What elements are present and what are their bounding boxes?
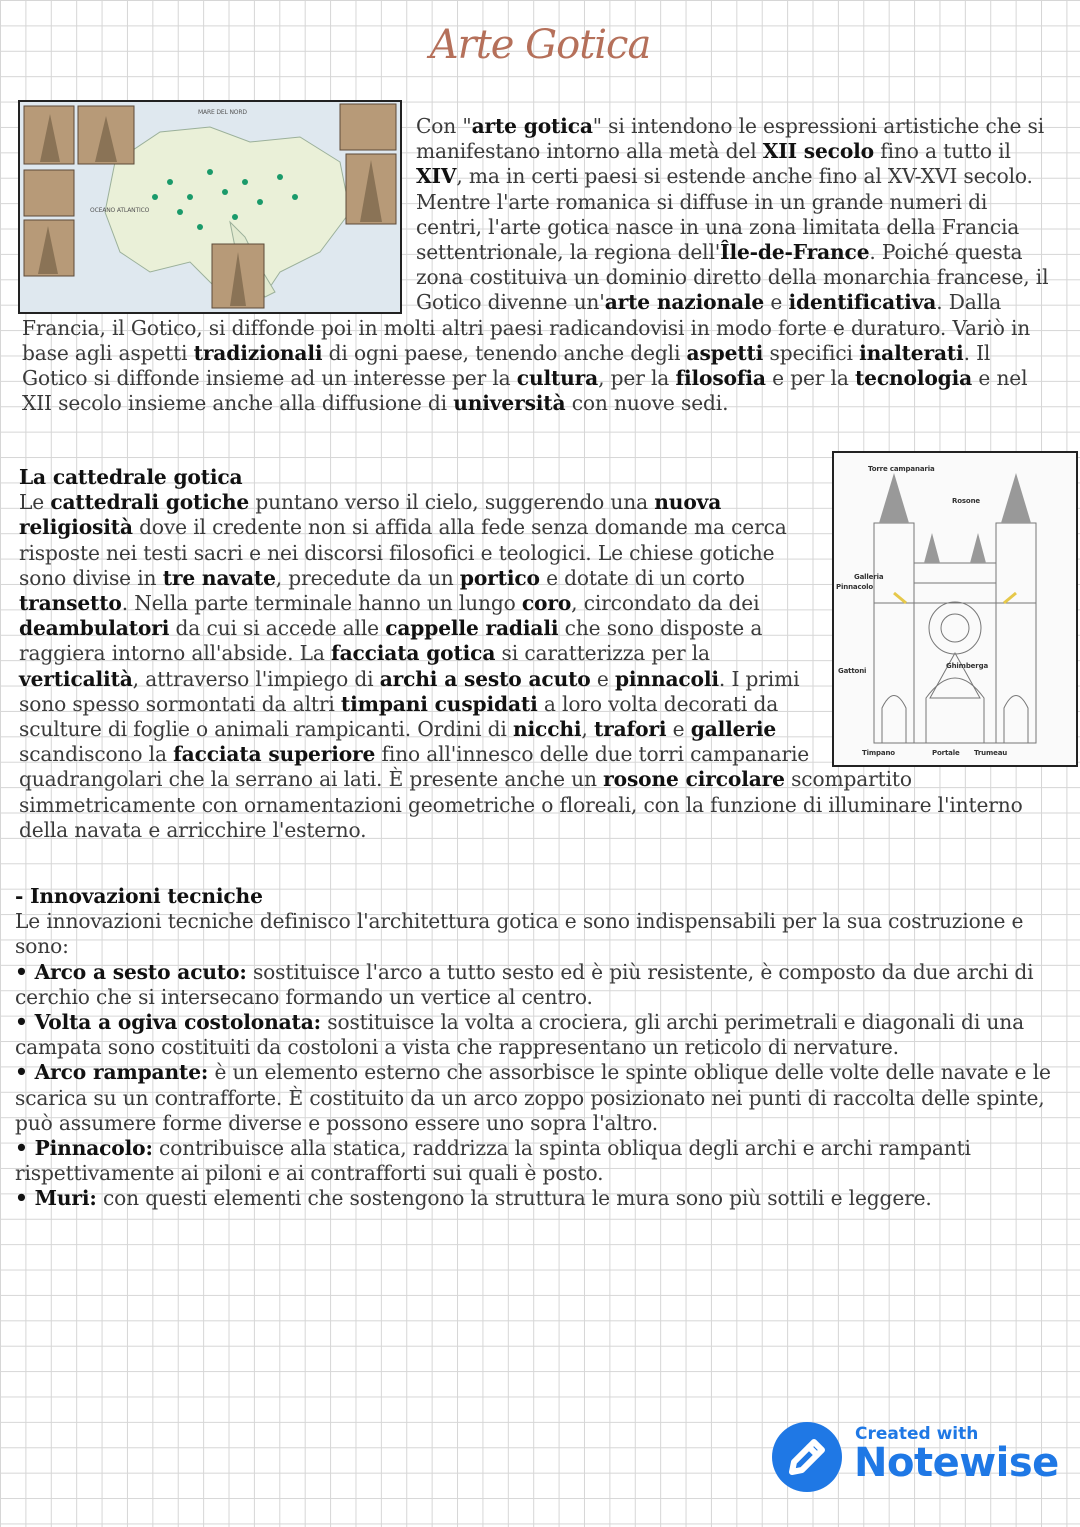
logo-brand-text: Notewise [854,1440,1059,1486]
bold-term: arte nazionale [604,290,765,315]
text-run: . Poiché questa zona costituiva un dominio diretto della monarchia francese, il Gotico divenne un' [416,240,1049,315]
bold-term: XIV [416,164,457,189]
bold-term: rosone circolare [603,767,785,792]
europe-cathedrals-map-image [18,100,402,314]
bold-term: transetto [19,591,122,616]
item-term: • Volta a ogiva costolonata: [15,1010,321,1035]
bold-term: cattedrali gotiche [50,490,250,515]
bold-term: Île-de-France [720,240,870,265]
text-run: , attraverso l'impiego di [132,666,380,691]
bold-term: cappelle radiali [385,616,559,641]
bold-term: facciata superiore [173,742,376,767]
item-text: sostituisce l'arco a tutto sesto ed è più resistente, è composto da due archi di cerchio che si intersecano formando un vertice al centro. [15,959,1034,1009]
facade-illustration [834,453,1076,765]
item-text: è un elemento esterno che assorbisce le spinte oblique delle volte delle navate e le scarica su un contrafforte. È costituito da un arco zoppo posizionato nei punti di raccolta delle spinte, può assumere forme diverse e possono essere uno sopra l'altro. [15,1060,1051,1135]
text-run: a loro volta decorati da sculture di foglie o animali rampicanti. Ordini di [19,691,779,742]
bold-term: verticalità [19,666,133,691]
innovations-section [15,884,1070,1212]
label-pinnacolo: Pinnacolo [836,583,874,591]
label-rosone: Rosone [952,497,981,505]
label-ghimberga: Ghimberga [946,662,989,670]
text-run: di ogni paese, tenendo anche degli [322,340,687,365]
bold-term: inalterati [859,340,964,365]
text-run: scompartito simmetricamente con ornamentazioni geometriche o floreali, con la funzione di illuminare l'interno della navata e arricchire l'esterno. [19,767,1023,842]
bold-term: facciata gotica [331,641,496,666]
bold-term: trafori [593,717,667,742]
bold-term: XII secolo [762,139,874,164]
label-galleria: Galleria [854,573,884,581]
map-label-atlantic: OCEANO ATLANTICO [90,207,150,214]
innovations-list [15,960,1070,1212]
text-run: , per la [598,366,676,391]
text-run: scandiscono la [19,742,174,767]
item-text: sostituisce la volta a crociera, gli archi perimetrali e diagonali di una campata sono costituiti da costoloni a vista che rappresentano un reticolo di nervature. [15,1010,1024,1060]
bold-term: cultura [516,366,599,391]
text-run: . Dalla Francia, il Gotico, si diffonde poi in molti altri paesi radicandovisi in modo forte e duraturo. Variò in base agli aspetti [22,290,1031,365]
text-run: Le [19,490,51,515]
list-item [15,1136,1070,1186]
page-title: Arte Gotica [429,22,651,68]
bold-term: portico [459,565,540,590]
gothic-facade-diagram-image [832,451,1078,767]
label-timpano: Timpano [862,749,895,757]
text-run: Con " [416,114,472,138]
innovations-heading: - Innovazioni tecniche [15,884,263,908]
label-torre-campanaria: Torre campanaria [868,465,935,473]
bold-term: arte gotica [471,114,593,138]
bold-term: timpani cuspidati [340,691,538,716]
bold-term: tre navate [162,565,276,590]
bold-term: gallerie [690,717,777,742]
text-run: e nel XII secolo insieme anche alla diffusione di [22,366,1028,416]
item-term: • Muri: [15,1186,97,1211]
text-run: fino a tutto il [873,139,1011,164]
text-run: dove il credente non si affida alla fede senza domande ma cerca risposte nei testi sacri e nei discorsi filosofici e teologici. Le chiese gotiche sono divise in [19,515,787,590]
pencil-icon [772,1422,842,1492]
text-run: . Nella parte terminale hanno un lungo [121,591,522,616]
bold-term: tecnologia [855,366,973,391]
text-run: e per la [765,366,855,391]
text-run: con nuove sedi. [565,391,729,416]
item-term: • Arco a sesto acuto: [15,959,247,984]
bold-term: nicchi [513,717,582,742]
text-run: puntano verso il cielo, suggerendo una [249,490,655,515]
map-label-north-sea: MARE DEL NORD [198,109,247,116]
bold-term: coro [521,591,572,616]
text-run: , precedute da un [275,565,460,590]
text-run: e [666,717,691,742]
text-run: , circondato da dei [571,591,760,616]
label-gattoni: Gattoni [838,667,867,675]
map-illustration [20,102,400,312]
list-item [15,960,1070,1010]
text-run: . I primi sono spesso sormontati da altri [19,666,800,716]
list-item [15,1010,1070,1060]
text-run: " si intendono le espressioni artistiche che si manifestano intorno alla metà del [416,114,1045,164]
logo-small-text: Created with [855,1424,979,1444]
text-run: e [764,290,789,315]
intro-paragraph [22,109,1052,416]
bold-term: tradizionali [193,340,323,365]
cathedral-heading: La cattedrale gotica [19,465,243,489]
text-run: , ma in certi paesi si estende anche fino al XV-XVI secolo. Mentre l'arte romanica si diffuse in un grande numeri di centri, l'arte gotica nasce in una zona limitata della Francia settentrionale, la regiona dell' [416,164,1033,265]
text-run: e dotate di un corto [539,565,745,590]
item-text: contribuisce alla statica, raddrizza la spinta obliqua degli archi e archi rampanti rispettivamente ai piloni e ai contrafforti sui quali è posto. [15,1136,971,1186]
bold-term: pinnacoli [614,666,719,691]
list-item [15,1186,1070,1211]
bold-term: deambulatori [19,616,170,641]
text-run: specifici [763,340,860,365]
bold-term: archi a sesto acuto [379,666,591,691]
item-term: • Arco rampante: [15,1060,209,1085]
label-portale: Portale [932,749,960,757]
bold-term: filosofia [675,366,766,391]
bold-term: identificativa [788,290,937,315]
item-text: con questi elementi che sostengono la struttura le mura sono più sottili e leggere. [96,1186,932,1211]
list-item [15,1060,1070,1136]
cathedral-section [19,465,1059,843]
bold-term: nuova religiosità [19,490,722,540]
text-run: , [581,717,594,742]
text-run: che sono disposte a raggiera intorno all'abside. La [19,616,763,666]
bold-term: aspetti [686,340,764,365]
notewise-logo [772,1422,1059,1492]
innovations-intro: Le innovazioni tecniche definisco l'architettura gotica e sono indispensabili per la sua costruzione e sono: [15,909,1024,959]
label-trumeau: Trumeau [974,749,1008,757]
text-run: si caratterizza per la [495,641,710,666]
text-run: fino all'innesco delle due torri campanarie quadrangolari che la serrano ai lati. È presente anche un [19,742,810,792]
text-run: da cui si accede alle [169,616,386,641]
item-term: • Pinnacolo: [15,1136,153,1161]
text-run: e [590,666,615,691]
text-run: . Il Gotico si diffonde insieme ad un interesse per la [22,340,991,391]
bold-term: università [453,391,566,416]
